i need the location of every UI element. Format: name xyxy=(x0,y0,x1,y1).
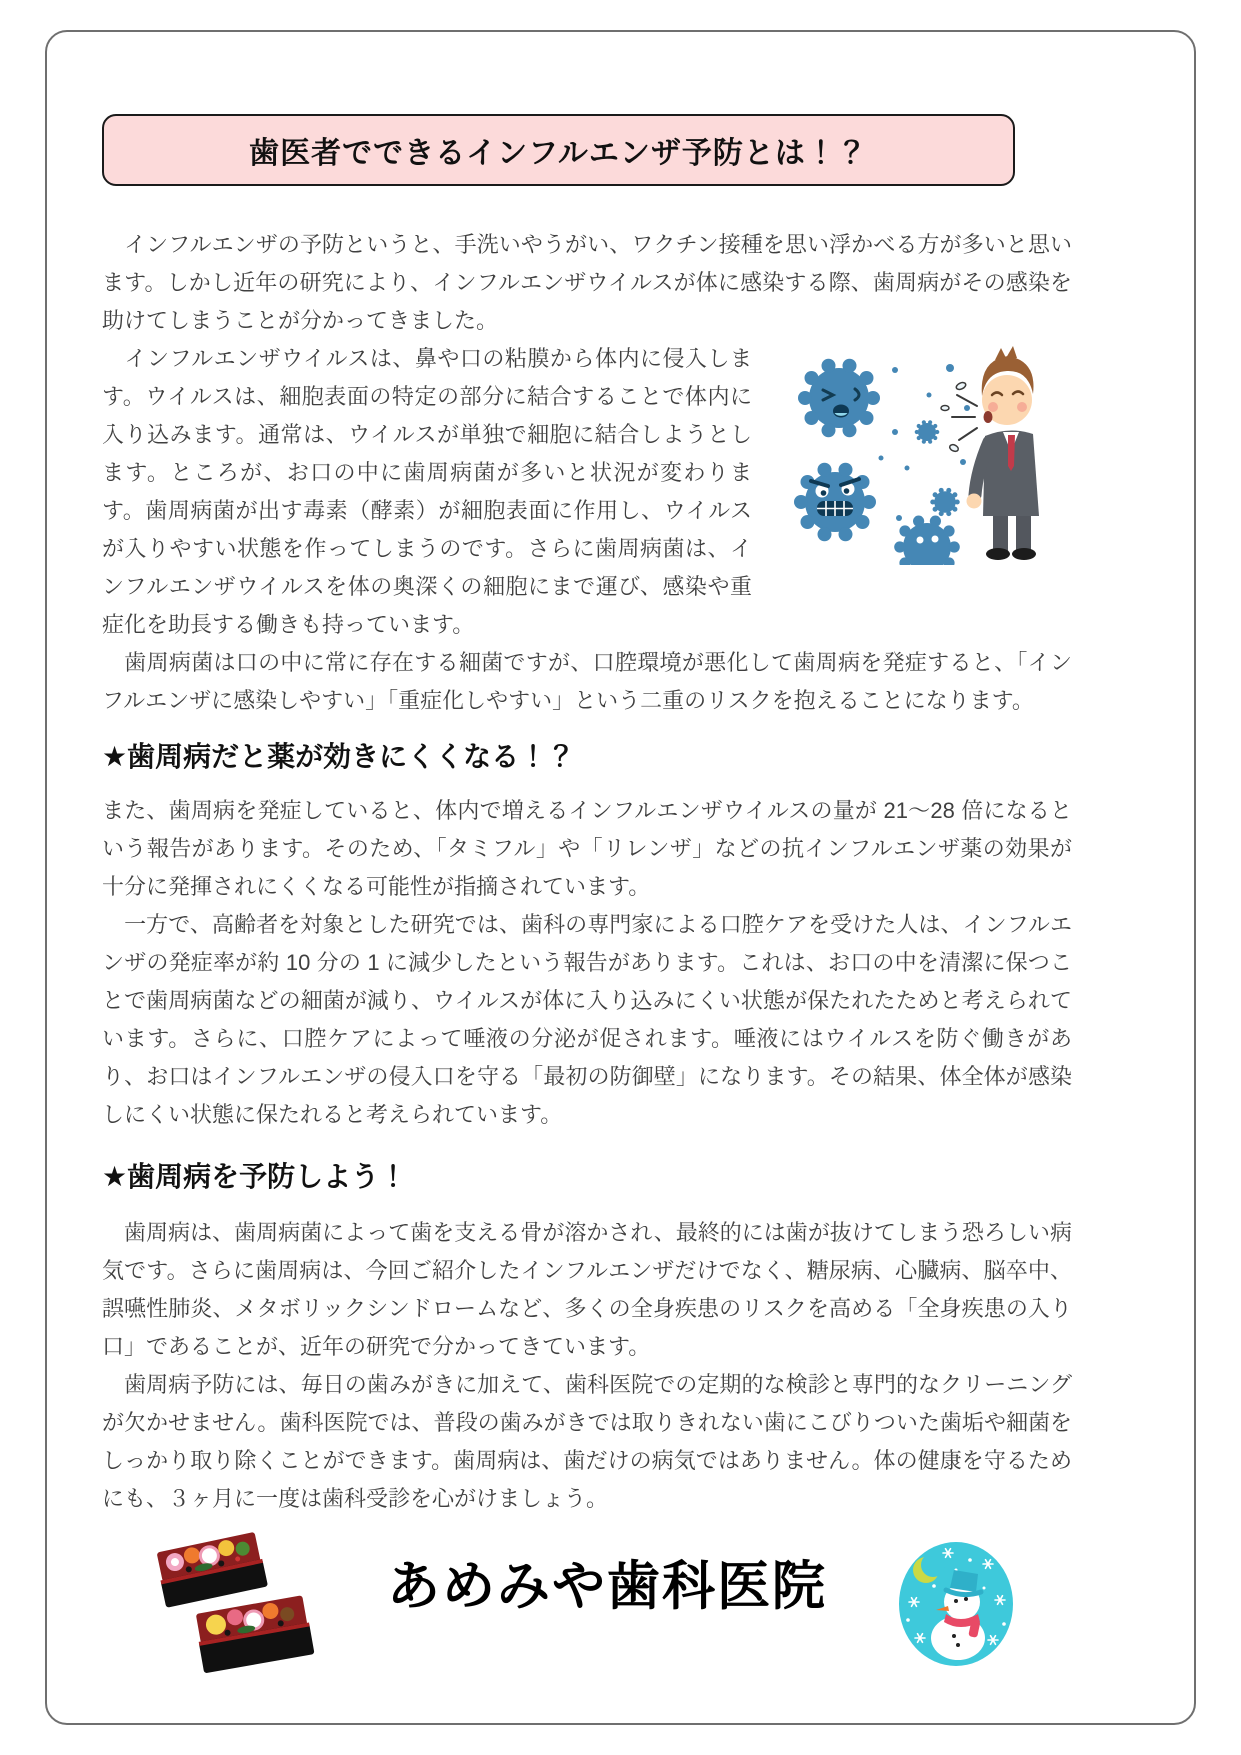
footer xyxy=(102,1528,1072,1678)
influenza-virus-sneeze-illustration xyxy=(777,340,1042,565)
body-content xyxy=(102,226,1072,1678)
snowman-icon xyxy=(896,1540,1016,1673)
heading-prevention: ★歯周病を予防しよう！ xyxy=(102,1161,408,1192)
prevention-paragraph: 歯周病予防には、毎日の歯みがきに加えて、歯科医院での定期的な検診と専門的なクリーニングが欠かせません。歯科医院では、普段の歯みがきでは取りきれない歯にこびりついた歯垢や細菌をしっかり取り除くことができます。歯周病は、歯だけの病気ではありません。体の健康を守るためにも、３ヶ月に一度は歯科受診を心がけましょう。 xyxy=(102,1372,1072,1511)
virus-mechanism-paragraph: インフルエンザウイルスは、鼻や口の粘膜から体内に侵入します。ウイルスは、細胞表面の特定の部分に結合することで体内に入り込みます。通常は、ウイルスが単独で細胞に結合しようとします。ところが、お口の中に歯周病菌が多いと状況が変わります。歯周病菌が出す毒素（酵素）が細胞表面に作用し、ウイルスが入りやすい状態を作ってしまうのです。さらに歯周病菌は、インフルエンザウイルスを体の奥深くの細胞にまで運び、感染や重症化を助長する働きも持っています。 xyxy=(102,346,752,637)
page-border-frame xyxy=(45,30,1196,1725)
virus-paragraph-block xyxy=(102,340,1072,644)
heading-medicine-effect: ★歯周病だと薬が効きにくくなる！？ xyxy=(102,741,576,772)
virus-small-icon xyxy=(894,516,960,565)
page-title: 歯医者でできるインフルエンザ予防とは！？ xyxy=(249,137,868,170)
double-risk-paragraph: 歯周病菌は口の中に常に存在する細菌ですが、口腔環境が悪化して歯周病を発症すると、「インフルエンザに感染しやすい」「重症化しやすい」という二重のリスクを抱えることになります。 xyxy=(102,650,1072,713)
sneezing-man-icon xyxy=(941,346,1039,560)
title-box xyxy=(102,114,1015,186)
intro-paragraph: インフルエンザの予防というと、手洗いやうがい、ワクチン接種を思い浮かべる方が多いと思います。しかし近年の研究により、インフルエンザウイルスが体に感染する際、歯周病がその感染を助けてしまうことが分かってきました。 xyxy=(102,232,1072,333)
osechi-boxes-icon xyxy=(150,1528,318,1678)
virus-wink-icon xyxy=(798,359,880,438)
virus-angry-icon xyxy=(794,463,876,542)
clinic-name: あめみや歯科医院 xyxy=(387,1557,827,1616)
medicine-paragraph: また、歯周病を発症していると、体内で増えるインフルエンザウイルスの量が 21～28 倍になるという報告があります。そのため、「タミフル」や「リレンザ」などの抗インフルエンザ薬の効果が十分に発揮されにくくなる可能性が指摘されています。 xyxy=(102,798,1072,899)
oral-care-paragraph: 一方で、高齢者を対象とした研究では、歯科の専門家による口腔ケアを受けた人は、インフルエンザの発症率が約 10 分の 1 に減少したという報告があります。これは、お口の中を清潔に保つことで歯周病菌などの細菌が減り、ウイルスが体に入り込みにくい状態が保たれたためと考えられています。さらに、口腔ケアによって唾液の分泌が促されます。唾液にはウイルスを防ぐ働きがあり、お口はインフルエンザの侵入口を守る「最初の防御壁」になります。その結果、体全体が感染しにくい状態に保たれると考えられています。 xyxy=(102,912,1072,1127)
perio-disease-paragraph: 歯周病は、歯周病菌によって歯を支える骨が溶かされ、最終的には歯が抜けてしまう恐ろしい病気です。さらに歯周病は、今回ご紹介したインフルエンザだけでなく、糖尿病、心臓病、脳卒中、誤嚥性肺炎、メタボリックシンドロームなど、多くの全身疾患のリスクを高める「全身疾患の入り口」であることが、近年の研究で分かってきています。 xyxy=(102,1220,1072,1359)
